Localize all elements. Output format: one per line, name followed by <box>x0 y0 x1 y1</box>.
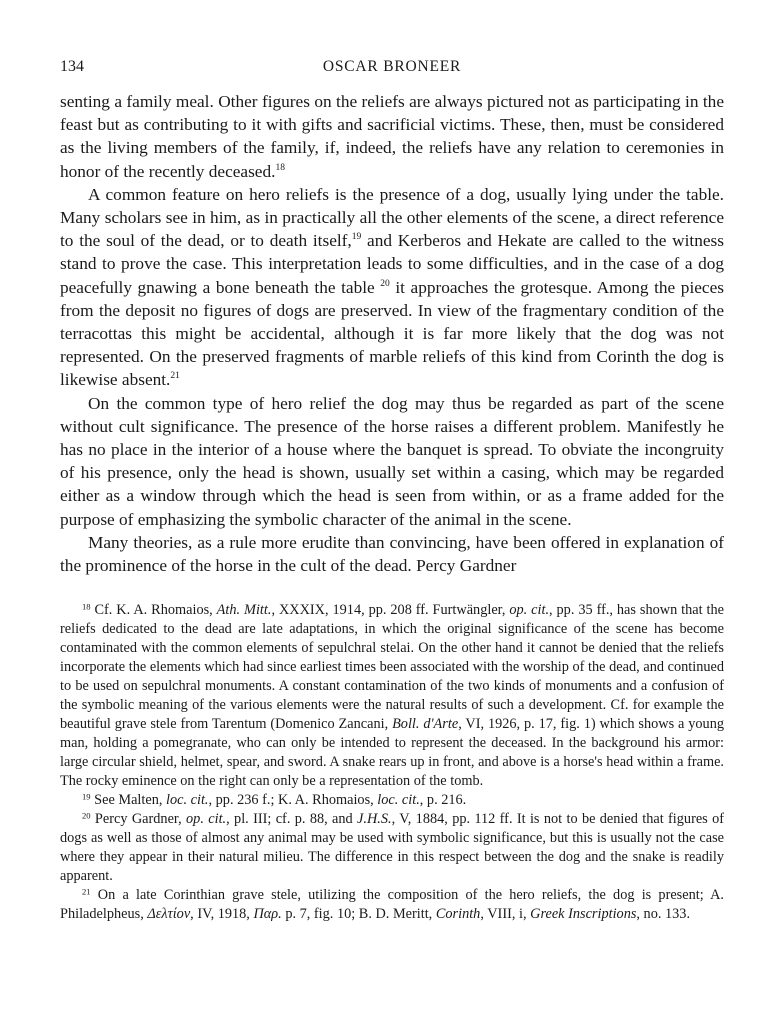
footnote-number: 20 <box>82 810 91 821</box>
citation-title: Corinth <box>435 906 481 922</box>
text-span: Percy Gardner, <box>90 811 187 827</box>
text-span: Cf. K. A. Rhomaios, <box>90 602 217 618</box>
citation-title: Δελτίον <box>147 906 191 922</box>
text-span: On a late Corinthian grave stele, utilizing the composition of the hero reliefs, the dog is present; A. Philadelpheus, <box>60 887 724 922</box>
footnote-number: 19 <box>82 791 91 802</box>
citation-title: op. cit. <box>186 811 227 827</box>
text-span: and Kerberos and Hekate are called to the witness stand to prove the case. This interpretation leads to some difficulties, and in the case of a dog peacefully gnawing a bone beneath the table <box>60 231 724 297</box>
paragraph-4: Many theories, as a rule more erudite than convincing, have been offered in explanation of the prominence of the horse in the cult of the dead. Percy Gardner <box>60 532 724 576</box>
text-span: , VI, 1926, p. 17, fig. 1) which shows a young man, holding a pomegranate, who can only be intended to represent the deceased. In the background his armor: large circular shield, helmet, spear, and sword. A snake rears up in front, and above is a horse's head within a frame. The rocky eminence on the right can only be a representation of the tomb. <box>60 716 725 789</box>
text-span: , no. 133. <box>636 906 691 922</box>
paragraph-1 <box>60 90 724 183</box>
running-head: OSCAR BRONEER <box>322 58 462 75</box>
footnote-19 <box>60 791 724 810</box>
main-text <box>60 90 724 577</box>
footnote-ref-18[interactable]: 18 <box>275 162 285 173</box>
footnote-21 <box>60 886 724 924</box>
text-span: p. 7, fig. 10; B. D. Meritt, <box>281 906 436 922</box>
text-span: , XXXIX, 1914, pp. 208 ff. Furtwängler, <box>271 602 510 618</box>
text-span: , pl. III; cf. p. 88, and <box>226 811 358 827</box>
citation-title: op. cit. <box>509 602 550 618</box>
footnote-number: 21 <box>82 886 91 897</box>
citation-title: J.H.S. <box>357 811 392 827</box>
text-span: , p. 216. <box>419 792 467 808</box>
paragraph-2 <box>60 183 724 392</box>
paragraph-3: On the common type of hero relief the dog may thus be regarded as part of the scene without cult significance. The presence of the horse raises a different problem. Manifestly he has no place in the interior of a house where the banquet is spread. To obviate the incongruity of his presence, only the head is shown, usually set within a casing, which may be regarded either as a window through which the head is seen from within, or as a frame added for the purpose of emphasizing the symbolic character of the animal in the scene. <box>60 393 724 529</box>
page-number: 134 <box>60 58 84 75</box>
text-span: A common feature on hero reliefs is the presence of a dog, usually lying under the table. Many scholars see in him, as in practically all the other elements of the scene, a direct reference to the soul of the dead, or to death itself, <box>60 184 724 251</box>
text-span: , VIII, i, <box>480 906 531 922</box>
text-span: See Malten, <box>90 792 167 808</box>
page-header <box>60 58 724 80</box>
footnote-ref-19[interactable]: 19 <box>351 232 362 243</box>
text-span: , V, 1884, pp. 112 ff. It is not to be denied that figures of dogs as well as those of almost any animal may be used with symbolic significance, but this is usually not the case where they appear in their natural milieu. The difference in this respect between the dog and the snake is readily apparent. <box>60 811 724 884</box>
footnote-ref-21[interactable]: 21 <box>170 371 180 382</box>
citation-title: Greek Inscriptions <box>530 906 637 922</box>
citation-title: Παρ. <box>253 906 282 922</box>
footnotes <box>60 601 724 924</box>
text-span: , IV, 1918, <box>190 906 254 922</box>
citation-title: Boll. d'Arte <box>392 716 459 732</box>
citation-title: Ath. Mitt. <box>216 602 272 618</box>
text-span: , pp. 35 ff., has shown that the reliefs dedicated to the dead are late adaptations, in which the original significance of the scene has become contaminated with the common elements of sepulchral stelai. On the other hand it cannot be denied that the reliefs incorporate the elements which had since earliest times been associated with the worship of the dead, and continued to be used on sepulchral monuments. A constant contamination of the two kinds of monuments and a confusion of the symbolic meaning of the various elements were the natural results of such a development. Cf. for example the beautiful grave stele from Tarentum (Domenico Zancani, <box>60 602 724 732</box>
citation-title: loc. cit. <box>166 792 209 808</box>
text-span: , pp. 236 f.; K. A. Rhomaios, <box>208 792 378 808</box>
footnote-18 <box>60 601 724 791</box>
footnote-number: 18 <box>82 601 91 612</box>
footnote-20 <box>60 810 724 886</box>
citation-title: loc. cit. <box>377 792 420 808</box>
text-span: senting a family meal. Other figures on the reliefs are always pictured not as participating in the feast but as contributing to it with gifts and sacrificial victims. These, then, must be considered as the living members of the family, if, indeed, the reliefs have any relation to ceremonies in honor of the recently deceased. <box>60 92 724 181</box>
text-span: it approaches the grotesque. Among the pieces from the deposit no figures of dogs are preserved. In view of the fragmentary condition of the terracottas this might be accidental, although it is far more likely that the dog was not represented. On the preserved fragments of marble reliefs of this kind from Corinth the dog is likewise absent. <box>60 277 724 390</box>
footnote-ref-20[interactable]: 20 <box>380 278 390 289</box>
